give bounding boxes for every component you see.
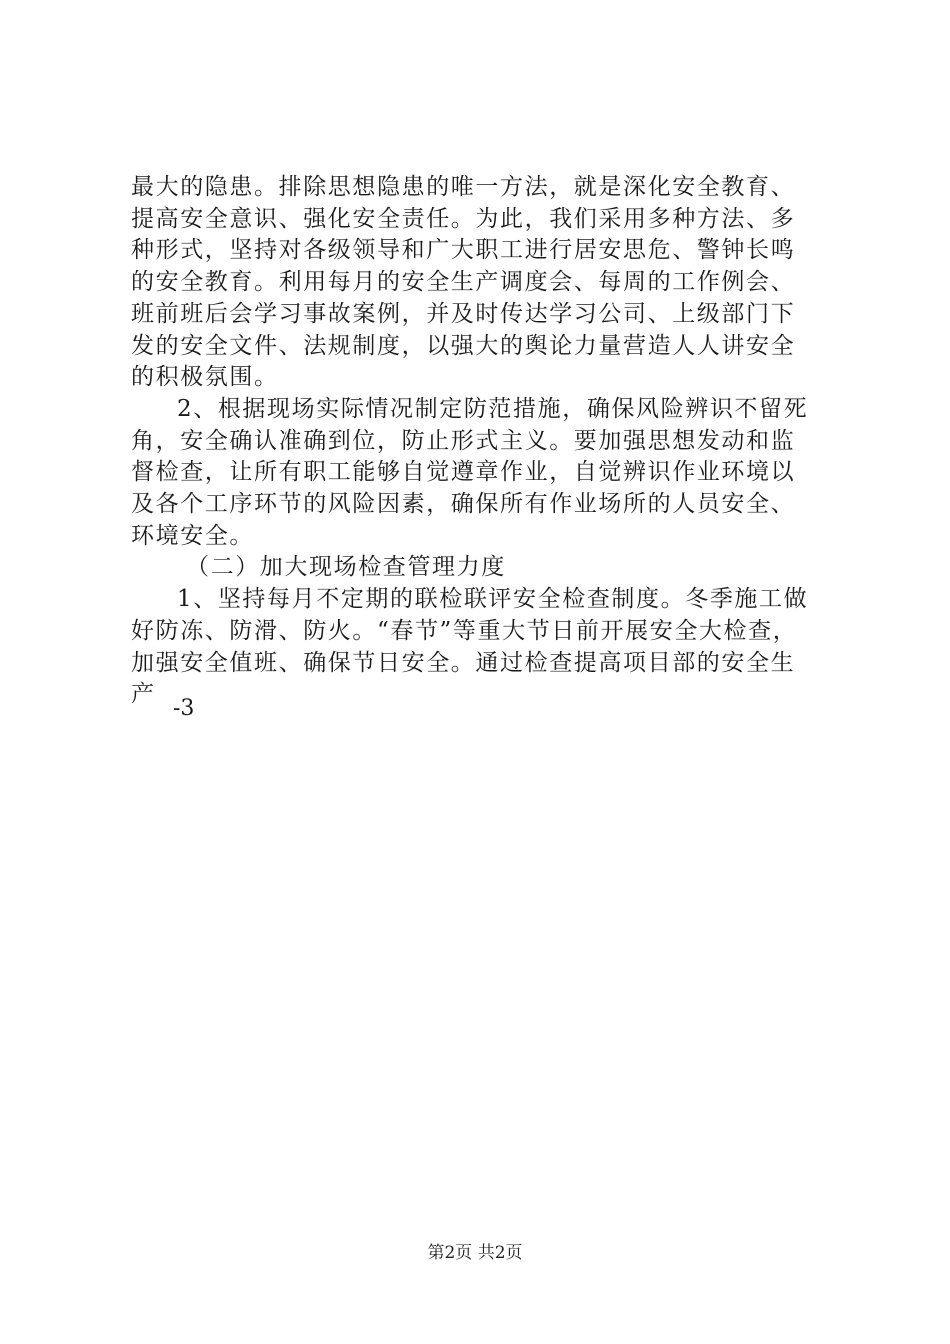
text-line: 产: [131, 681, 156, 708]
paragraph-start: 2、根据现场实际情况制定防范措施，确保风险辨识不留死: [177, 395, 809, 422]
body-text: [131, 172, 831, 711]
text-line: 好防冻、防滑、防火。“春节”等重大节日前开展安全大检查，: [131, 617, 798, 644]
text-line: 种形式，坚持对各级领导和广大职工进行居安思危、警钟长鸣: [131, 237, 796, 264]
text-line: 及各个工序环节的风险因素，确保所有作业场所的人员安全、: [131, 491, 796, 518]
page-marker: -3: [173, 696, 195, 721]
text-line: 发的安全文件、法规制度，以强大的舆论力量营造人人讲安全: [131, 332, 796, 359]
text-line: 的安全教育。利用每月的安全生产调度会、每周的工作例会、: [131, 269, 796, 296]
text-line: 角，安全确认准确到位，防止形式主义。要加强思想发动和监: [131, 427, 796, 454]
text-line: 的积极氛围。: [131, 364, 279, 391]
text-line: 环境安全。: [131, 522, 254, 549]
text-line: 督检查，让所有职工能够自觉遵章作业，自觉辨识作业环境以: [131, 459, 796, 486]
page-footer: 第2页 共2页: [427, 1243, 523, 1263]
text-line: 班前班后会学习事故案例，并及时传达学习公司、上级部门下: [131, 300, 796, 327]
paragraph-start: 1、坚持每月不定期的联检联评安全检查制度。冬季施工做: [177, 586, 809, 613]
section-heading: （二）加大现场检查管理力度: [186, 554, 506, 581]
text-line: 最大的隐患。排除思想隐患的唯一方法，就是深化安全教育、: [131, 174, 796, 200]
text-line: 加强安全值班、确保节日安全。通过检查提高项目部的安全生: [131, 649, 796, 676]
text-line: 提高安全意识、强化安全责任。为此，我们采用多种方法、多: [131, 205, 796, 232]
